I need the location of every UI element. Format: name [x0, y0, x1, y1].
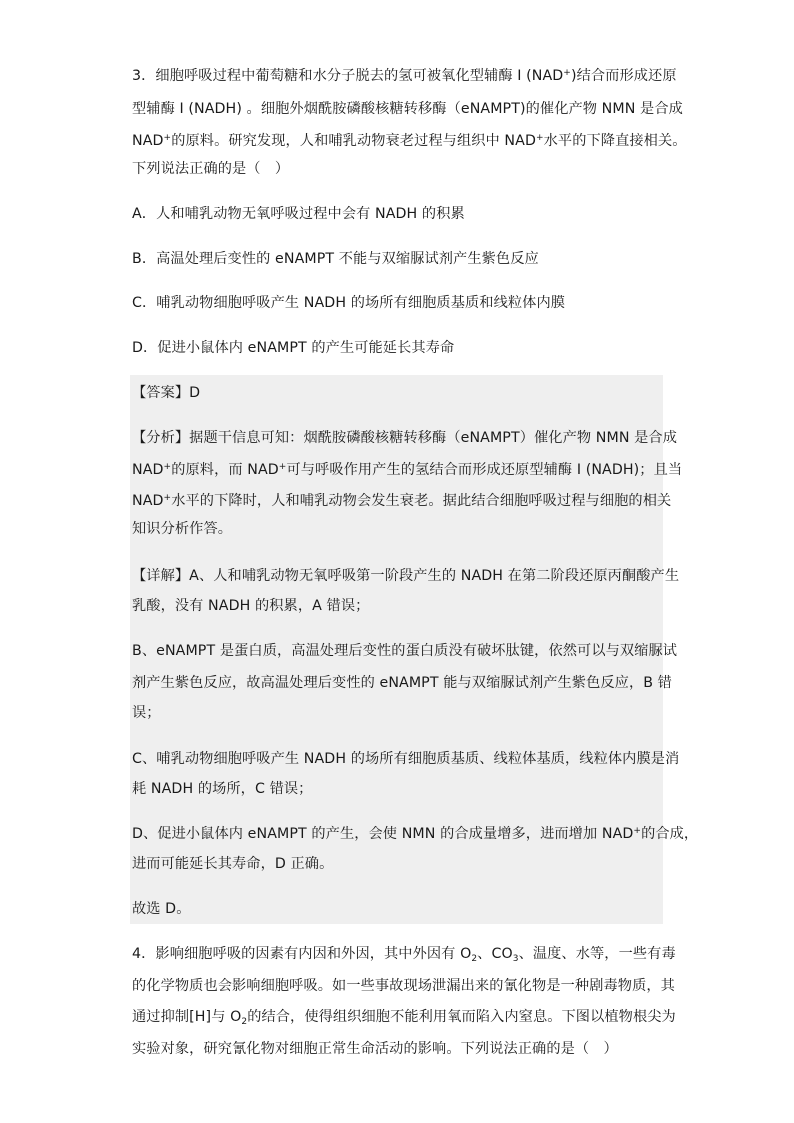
q3-answer: 【答案】D: [132, 385, 201, 401]
q3-stem-line-1: 3．细胞呼吸过程中葡萄糖和水分子脱去的氢可被氧化型辅酶 I (NAD+)结合而形成还原: [132, 68, 677, 84]
q3-detail-a-line-1: 【详解】A、人和哺乳动物无氧呼吸第一阶段产生的 NADH 在第二阶段还原丙酮酸产生: [132, 568, 680, 584]
q3-detail-b-line-1: B、eNAMPT 是蛋白质，高温处理后变性的蛋白质没有破坏肽键，依然可以与双缩脲试: [132, 643, 678, 659]
q4-stem-line-2: 的化学物质也会影响细胞呼吸。如一些事故现场泄漏出来的氰化物是一种剧毒物质，其: [132, 978, 675, 994]
q3-detail-d-line-1: D、促进小鼠体内 eNAMPT 的产生，会使 NMN 的合成量增多，进而增加 NAD+的合成，: [132, 826, 699, 842]
q4-stem-line-4: 实验对象，研究氰化物对细胞正常生命活动的影响。下列说法正确的是（ ）: [132, 1041, 618, 1057]
q3-analysis-line-4: 知识分析作答。: [132, 521, 233, 537]
q3-option-c: C．哺乳动物细胞呼吸产生 NADH 的场所有细胞质基质和线粒体内膜: [132, 295, 566, 311]
q3-analysis-line-3: NAD+水平的下降时，人和哺乳动物会发生衰老。据此结合细胞呼吸过程与细胞的相关: [132, 493, 672, 509]
q4-stem-line-1: 4．影响细胞呼吸的因素有内因和外因，其中外因有 $O_2$、$CO_3$、温度、水等，一些有毒: [132, 946, 676, 964]
q3-detail-b-line-3: 误；: [132, 705, 161, 721]
q4-stem-line-3: 通过抑制[H]与 $O_2$的结合，使得组织细胞不能利用氧而陷入内窒息。下图以植物根尖为: [132, 1009, 676, 1027]
q3-detail-c-line-2: 耗 NADH 的场所，C 错误；: [132, 781, 313, 797]
q3-stem-line-2: 型辅酶 I (NADH) 。细胞外烟酰胺磷酸核糖转移酶（eNAMPT)的催化产物 NMN 是合成: [132, 101, 683, 117]
q3-detail-b-line-2: 剂产生紫色反应，故高温处理后变性的 eNAMPT 能与双缩脲试剂产生紫色反应，B 错: [132, 675, 672, 691]
q3-analysis-line-2: NAD+的原料，而 NAD+可与呼吸作用产生的氢结合而形成还原型辅酶 I (NADH)；且当: [132, 462, 683, 478]
q3-detail-d-line-2: 进而可能延长其寿命，D 正确。: [132, 856, 334, 872]
q3-option-b: B．高温处理后变性的 eNAMPT 不能与双缩脲试剂产生紫色反应: [132, 251, 539, 267]
q3-stem-line-4: 下列说法正确的是（ ）: [132, 161, 290, 177]
q3-conclusion: 故选 D。: [132, 901, 191, 917]
q3-analysis-line-1: 【分析】据题干信息可知：烟酰胺磷酸核糖转移酶（eNAMPT）催化产物 NMN 是合成: [132, 430, 678, 446]
q3-option-a: A．人和哺乳动物无氧呼吸过程中会有 NADH 的积累: [132, 206, 465, 222]
q3-option-d: D．促进小鼠体内 eNAMPT 的产生可能延长其寿命: [132, 340, 455, 356]
q3-detail-c-line-1: C、哺乳动物细胞呼吸产生 NADH 的场所有细胞质基质、线粒体基质，线粒体内膜是消: [132, 751, 680, 767]
q3-detail-a-line-2: 乳酸，没有 NADH 的积累，A 错误；: [132, 598, 370, 614]
q3-stem-line-3: NAD+的原料。研究发现，人和哺乳动物衰老过程与组织中 NAD+水平的下降直接相关。: [132, 133, 687, 149]
